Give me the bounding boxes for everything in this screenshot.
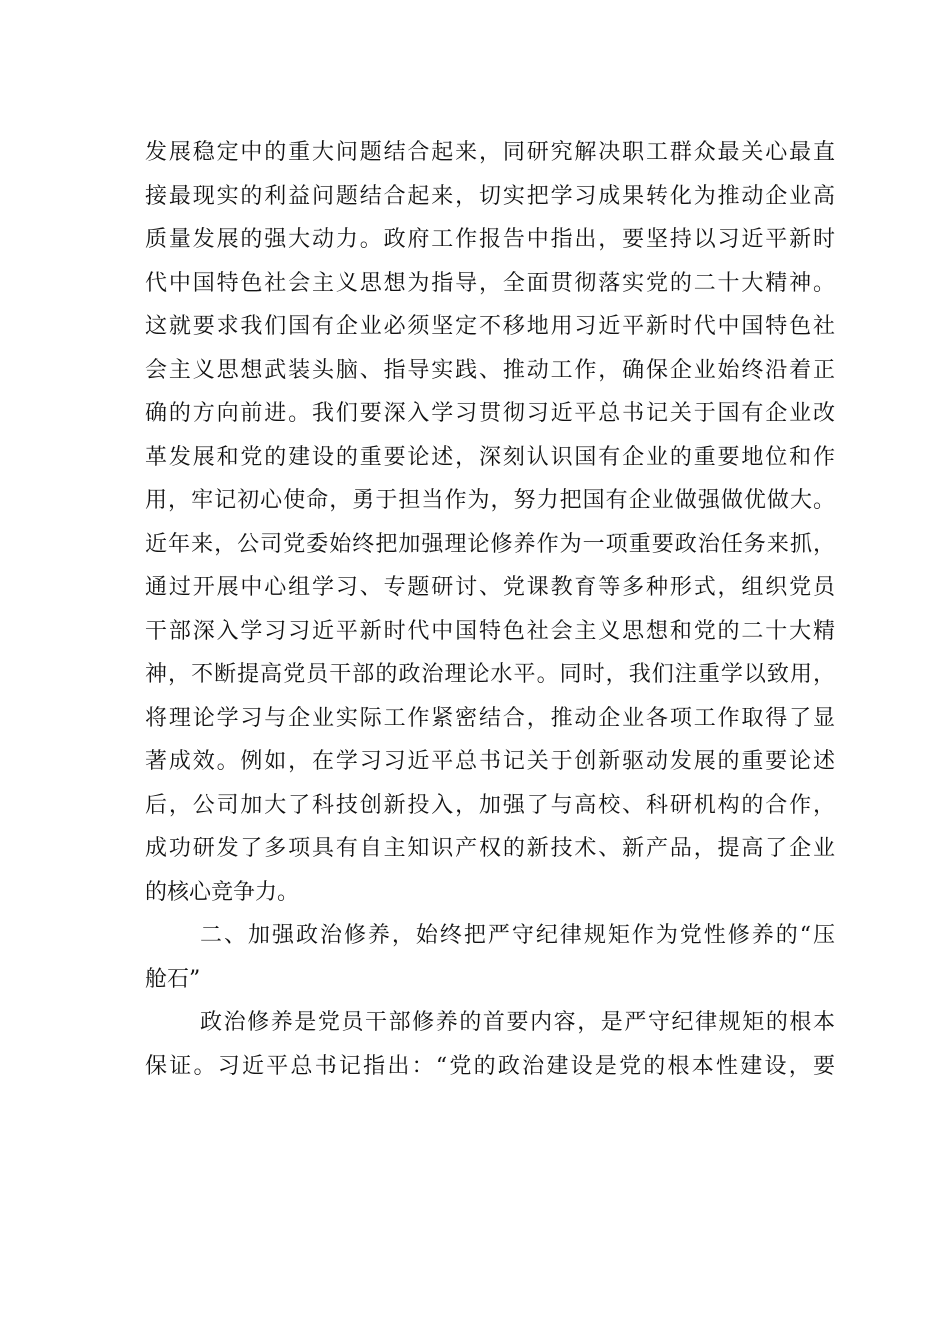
- text-line: 革发展和党的建设的重要论述，深刻认识国有企业的重要地位和作: [145, 444, 835, 470]
- text-line: 发展稳定中的重大问题结合起来，同研究解决职工群众最关心最直: [145, 140, 835, 165]
- text-line: 这就要求我们国有企业必须坚定不移地用习近平新时代中国特色社: [145, 314, 835, 339]
- text-line: 用，牢记初心使命，勇于担当作为，努力把国有企业做强做优做大。: [145, 488, 835, 513]
- text-line: 代中国特色社会主义思想为指导，全面贯彻落实党的二十大精神。: [145, 270, 835, 296]
- document-body: [145, 131, 835, 1088]
- text-line: 接最现实的利益问题结合起来，切实把学习成果转化为推动企业高: [145, 183, 835, 209]
- text-line: 著成效。例如，在学习习近平总书记关于创新驱动发展的重要论述: [145, 749, 835, 774]
- text-line: 的核心竞争力。: [145, 879, 300, 905]
- text-line: 通过开展中心组学习、专题研讨、党课教育等多种形式，组织党员: [145, 575, 835, 600]
- text-line: 保证。习近平总书记指出：“党的政治建设是党的根本性建设，要: [145, 1053, 835, 1079]
- text-line: 近年来，公司党委始终把加强理论修养作为一项重要政治任务来抓，: [145, 531, 835, 557]
- text-line: 成功研发了多项具有自主知识产权的新技术、新产品，提高了企业: [145, 836, 835, 861]
- section-heading-continuation: 舱石”: [145, 966, 201, 992]
- text-line: 确的方向前进。我们要深入学习贯彻习近平总书记关于国有企业改: [145, 401, 835, 426]
- text-line: 政治修养是党员干部修养的首要内容，是严守纪律规矩的根本: [200, 1010, 835, 1035]
- text-line: 质量发展的强大动力。政府工作报告中指出，要坚持以习近平新时: [145, 227, 835, 252]
- text-line: 干部深入学习习近平新时代中国特色社会主义思想和党的二十大精: [145, 618, 835, 644]
- section-heading: 二、加强政治修养，始终把严守纪律规矩作为党性修养的“压: [200, 923, 835, 948]
- text-line: 后，公司加大了科技创新投入，加强了与高校、科研机构的合作，: [145, 792, 835, 818]
- text-line: 将理论学习与企业实际工作紧密结合，推动企业各项工作取得了显: [145, 705, 835, 731]
- text-line: 会主义思想武装头脑、指导实践、推动工作，确保企业始终沿着正: [145, 357, 835, 383]
- text-line: 神，不断提高党员干部的政治理论水平。同时，我们注重学以致用，: [145, 662, 835, 687]
